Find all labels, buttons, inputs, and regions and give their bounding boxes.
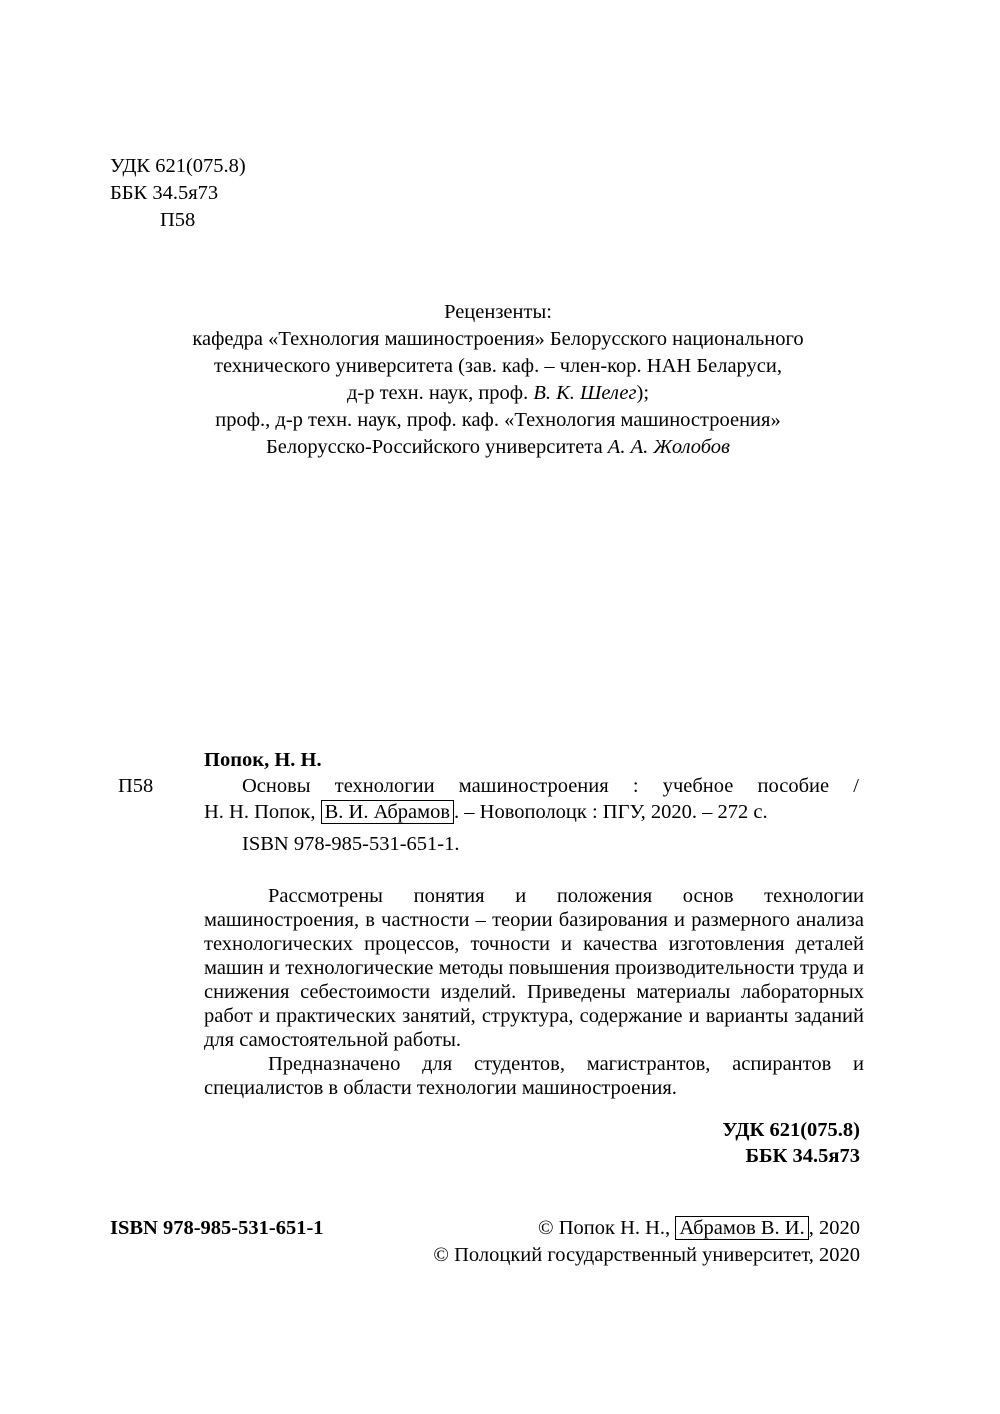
copyright-block: [420, 1216, 860, 1270]
copyright-year: , 2020: [808, 1217, 860, 1239]
reviewers-line-3: [110, 381, 886, 408]
abstract-paragraph-2: Предназначено для студентов, магистрантов, аспирантов и специалистов в области технологии машиностроения.: [204, 1053, 864, 1099]
reviewers-line-3-suffix: );: [636, 382, 650, 404]
bib-imprint: . – Новополоцк : ПГУ, 2020. – 272 с.: [454, 801, 768, 823]
bib-authors-prefix: Н. Н. Попок,: [204, 801, 321, 823]
bib-isbn: ISBN 978-985-531-651-1.: [242, 833, 460, 855]
footer-bbk-code: ББК 34.5я73: [745, 1145, 860, 1167]
reviewers-line-3-prefix: д-р техн. наук, проф.: [346, 382, 534, 404]
reviewers-line-4: проф., д-р техн. наук, проф. каф. «Технология машиностроения»: [215, 409, 781, 431]
reviewer-name-zholobov: А. А. Жолобов: [607, 436, 730, 458]
reviewers-line-5-prefix: Белорусско-Российского университета: [266, 436, 608, 458]
udk-code: УДК 621(075.8): [110, 155, 246, 177]
abstract-block: [204, 884, 864, 1100]
reviewers-title: Рецензенты:: [444, 301, 552, 323]
copyright-authors-prefix: © Попок Н. Н.,: [538, 1217, 676, 1239]
reviewers-line-5: [110, 435, 886, 462]
bib-author: Попок, Н. Н.: [204, 749, 322, 771]
footer-udk-code: УДК 621(075.8): [722, 1119, 860, 1141]
bib-author-sign-code: П58: [118, 775, 154, 797]
abstract-paragraph-1: Рассмотрены понятия и положения основ технологии машиностроения, в частности – теории базирования и размерного анализа технологических процессов, точности и качества изготовления деталей машин и технологические методы повышения производительности труда и снижения себестоимости изделий. Приведены материалы лабораторных работ и практических занятий, структура, содержание и варианты заданий для самостоятельной работы.: [204, 885, 864, 1051]
footer-isbn: ISBN 978-985-531-651-1: [110, 1217, 324, 1239]
reviewer-name-sheleg: В. К. Шелег: [533, 382, 637, 404]
reviewers-block: [110, 300, 886, 462]
bib-title-line: Основы технологии машиностроения : учебное пособие /: [242, 775, 859, 797]
footer-classification-codes: [600, 1118, 860, 1170]
bib-coauthor-boxed: В. И. Абрамов: [321, 800, 454, 824]
reviewers-line-2: технического университета (зав. каф. – член-кор. НАН Беларуси,: [214, 355, 782, 377]
bbk-code: ББК 34.5я73: [110, 182, 219, 204]
classification-codes: [110, 154, 246, 235]
bib-authors-line: [204, 800, 768, 824]
copyright-coauthor-boxed: Абрамов В. И.: [675, 1216, 808, 1240]
copyright-university: © Полоцкий государственный университет, 2020: [433, 1244, 860, 1266]
reviewers-line-1: кафедра «Технология машиностроения» Белорусского национального: [192, 328, 804, 350]
author-sign-code: П58: [160, 209, 196, 231]
copyright-authors: [420, 1216, 860, 1243]
